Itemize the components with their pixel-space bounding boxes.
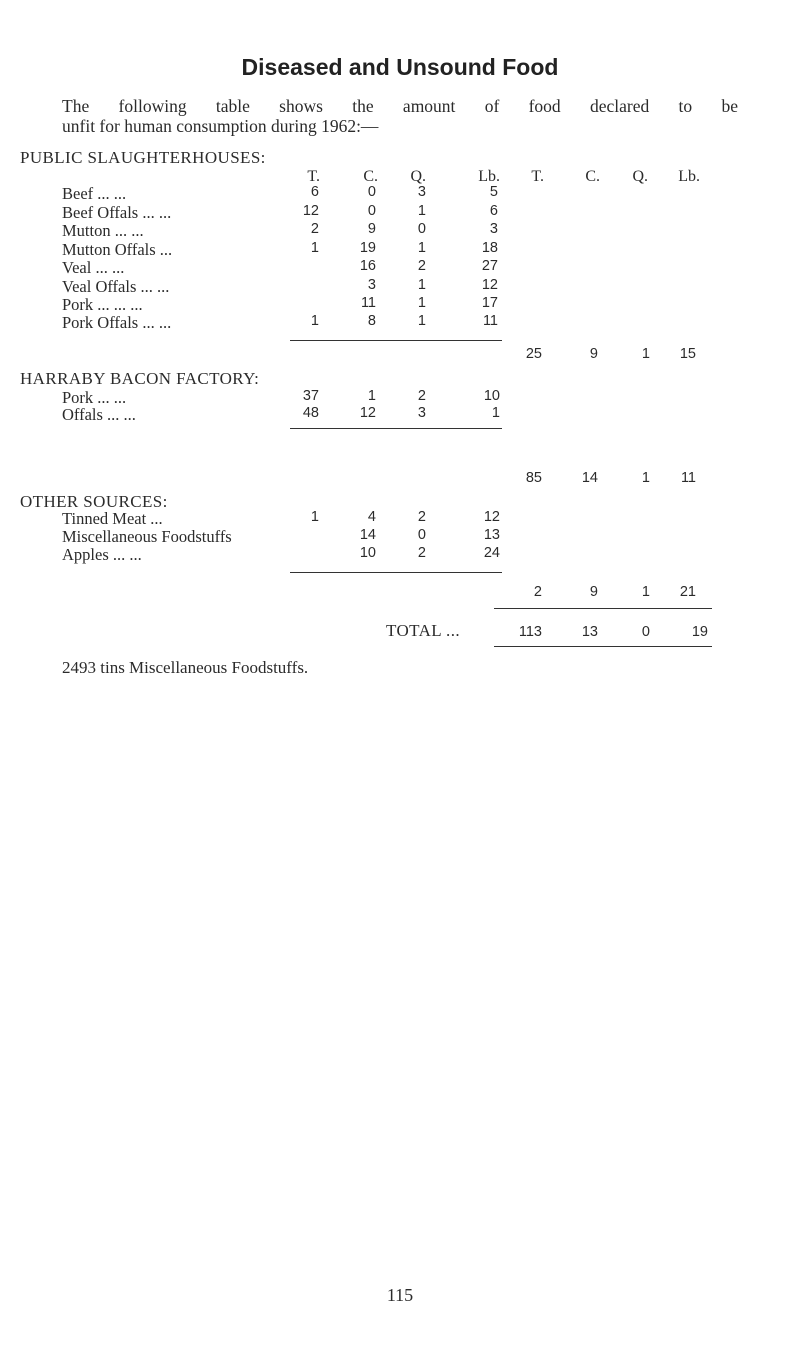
rule-public-slaughterhouses bbox=[290, 340, 502, 341]
ps-row-q: 3 bbox=[417, 184, 426, 200]
col-header-q-right: Q. bbox=[632, 168, 648, 185]
ps-row-c: 0 bbox=[367, 184, 376, 200]
footnote: 2493 tins Miscellaneous Foodstuffs. bbox=[62, 658, 309, 677]
os-row-lb: 13 bbox=[483, 527, 500, 543]
ps-row-label: Beef Offals ... ... bbox=[62, 203, 172, 222]
hb-row-lb: 10 bbox=[483, 388, 500, 404]
intro-paragraph bbox=[62, 96, 738, 136]
col-header-q-left: Q. bbox=[410, 168, 426, 185]
ps-row-c: 3 bbox=[367, 277, 376, 293]
ps-row-lb: 3 bbox=[489, 221, 498, 237]
ps-row-c: 0 bbox=[367, 203, 376, 219]
os-row-c: 4 bbox=[367, 509, 376, 525]
ps-row-c: 16 bbox=[359, 258, 376, 274]
ps-row-lb: 18 bbox=[481, 240, 498, 256]
hb-row-t: 37 bbox=[302, 388, 319, 404]
ps-subtotal-q: 1 bbox=[641, 346, 650, 362]
ps-row-t: 6 bbox=[310, 184, 319, 200]
total-label: TOTAL ... bbox=[386, 621, 461, 640]
ps-row-q: 1 bbox=[417, 240, 426, 256]
hb-row-c: 12 bbox=[359, 405, 376, 421]
ps-row-lb: 11 bbox=[482, 313, 498, 329]
ps-row-q: 1 bbox=[417, 295, 426, 311]
ps-row-lb: 17 bbox=[481, 295, 498, 311]
page-number: 115 bbox=[386, 1285, 414, 1305]
col-header-c-left: C. bbox=[363, 168, 378, 185]
ps-row-t: 12 bbox=[302, 203, 319, 219]
ps-row-c: 11 bbox=[360, 295, 376, 311]
section-heading-other-sources: OTHER SOURCES: bbox=[20, 492, 168, 511]
ps-row-label: Pork Offals ... ... bbox=[62, 313, 172, 332]
ps-row-q: 0 bbox=[417, 221, 426, 237]
hb-row-c: 1 bbox=[367, 388, 376, 404]
ps-subtotal-t: 25 bbox=[525, 346, 542, 362]
col-header-c-right: C. bbox=[585, 168, 600, 185]
total-lb: 19 bbox=[691, 624, 708, 640]
total-c: 13 bbox=[581, 624, 598, 640]
col-header-lb-left: Lb. bbox=[478, 168, 500, 185]
ps-row-lb: 6 bbox=[489, 203, 498, 219]
ps-row-label: Beef ... ... bbox=[62, 184, 127, 203]
page-title: Diseased and Unsound Food bbox=[241, 54, 559, 80]
os-row-t: 1 bbox=[310, 509, 319, 525]
rule-harraby bbox=[290, 428, 502, 429]
ps-row-label: Mutton Offals ... bbox=[62, 240, 173, 259]
ps-subtotal-c: 9 bbox=[589, 346, 598, 362]
os-subtotal-lb: 21 bbox=[679, 584, 696, 600]
ps-row-q: 1 bbox=[417, 313, 426, 329]
os-subtotal-c: 9 bbox=[589, 584, 598, 600]
ps-row-lb: 27 bbox=[481, 258, 498, 274]
ps-row-label: Veal ... ... bbox=[62, 258, 125, 277]
intro-line-2: unfit for human consumption during 1962:— bbox=[62, 116, 379, 136]
os-row-c: 14 bbox=[359, 527, 376, 543]
hb-row-label: Pork ... ... bbox=[62, 388, 127, 407]
hb-row-label: Offals ... ... bbox=[62, 405, 136, 424]
total-q: 0 bbox=[641, 624, 650, 640]
os-row-label: Miscellaneous Foodstuffs bbox=[62, 527, 232, 546]
ps-row-t: 1 bbox=[310, 240, 319, 256]
ps-row-q: 2 bbox=[417, 258, 426, 274]
ps-subtotal-lb: 15 bbox=[679, 346, 696, 362]
ps-row-lb: 5 bbox=[489, 184, 498, 200]
os-row-q: 2 bbox=[417, 545, 426, 561]
ps-row-c: 8 bbox=[367, 313, 376, 329]
ps-row-label: Veal Offals ... ... bbox=[62, 277, 170, 296]
os-row-q: 0 bbox=[417, 527, 426, 543]
hb-subtotal-q: 1 bbox=[641, 470, 650, 486]
section-heading-harraby: HARRABY BACON FACTORY: bbox=[20, 369, 260, 388]
hb-subtotal-t: 85 bbox=[525, 470, 542, 486]
rule-other-sources bbox=[290, 572, 502, 573]
hb-row-t: 48 bbox=[302, 405, 319, 421]
hb-subtotal-c: 14 bbox=[581, 470, 598, 486]
os-row-label: Tinned Meat ... bbox=[62, 509, 163, 528]
col-header-t-right: T. bbox=[531, 168, 544, 185]
hb-row-q: 3 bbox=[417, 405, 426, 421]
os-row-c: 10 bbox=[359, 545, 376, 561]
ps-row-label: Pork ... ... ... bbox=[62, 295, 143, 314]
os-row-label: Apples ... ... bbox=[62, 545, 142, 564]
section-heading-public-slaughterhouses: PUBLIC SLAUGHTERHOUSES: bbox=[20, 148, 266, 167]
col-header-lb-right: Lb. bbox=[678, 168, 700, 185]
os-subtotal-t: 2 bbox=[533, 584, 542, 600]
os-subtotal-q: 1 bbox=[641, 584, 650, 600]
os-row-q: 2 bbox=[417, 509, 426, 525]
os-row-lb: 12 bbox=[483, 509, 500, 525]
ps-row-q: 1 bbox=[417, 203, 426, 219]
total-t: 113 bbox=[518, 624, 542, 640]
ps-row-lb: 12 bbox=[481, 277, 498, 293]
ps-row-c: 9 bbox=[367, 221, 376, 237]
intro-line-1: The following table shows the amount of food declared to be bbox=[62, 96, 738, 116]
ps-row-label: Mutton ... ... bbox=[62, 221, 144, 240]
col-header-t-left: T. bbox=[307, 168, 320, 185]
rule-before-total bbox=[494, 608, 712, 609]
ps-row-c: 19 bbox=[359, 240, 376, 256]
hb-row-lb: 1 bbox=[491, 405, 500, 421]
os-row-lb: 24 bbox=[483, 545, 500, 561]
ps-row-t: 1 bbox=[310, 313, 319, 329]
rule-after-total bbox=[494, 646, 712, 647]
hb-row-q: 2 bbox=[417, 388, 426, 404]
ps-row-q: 1 bbox=[417, 277, 426, 293]
hb-subtotal-lb: 11 bbox=[680, 470, 696, 486]
ps-row-t: 2 bbox=[310, 221, 319, 237]
